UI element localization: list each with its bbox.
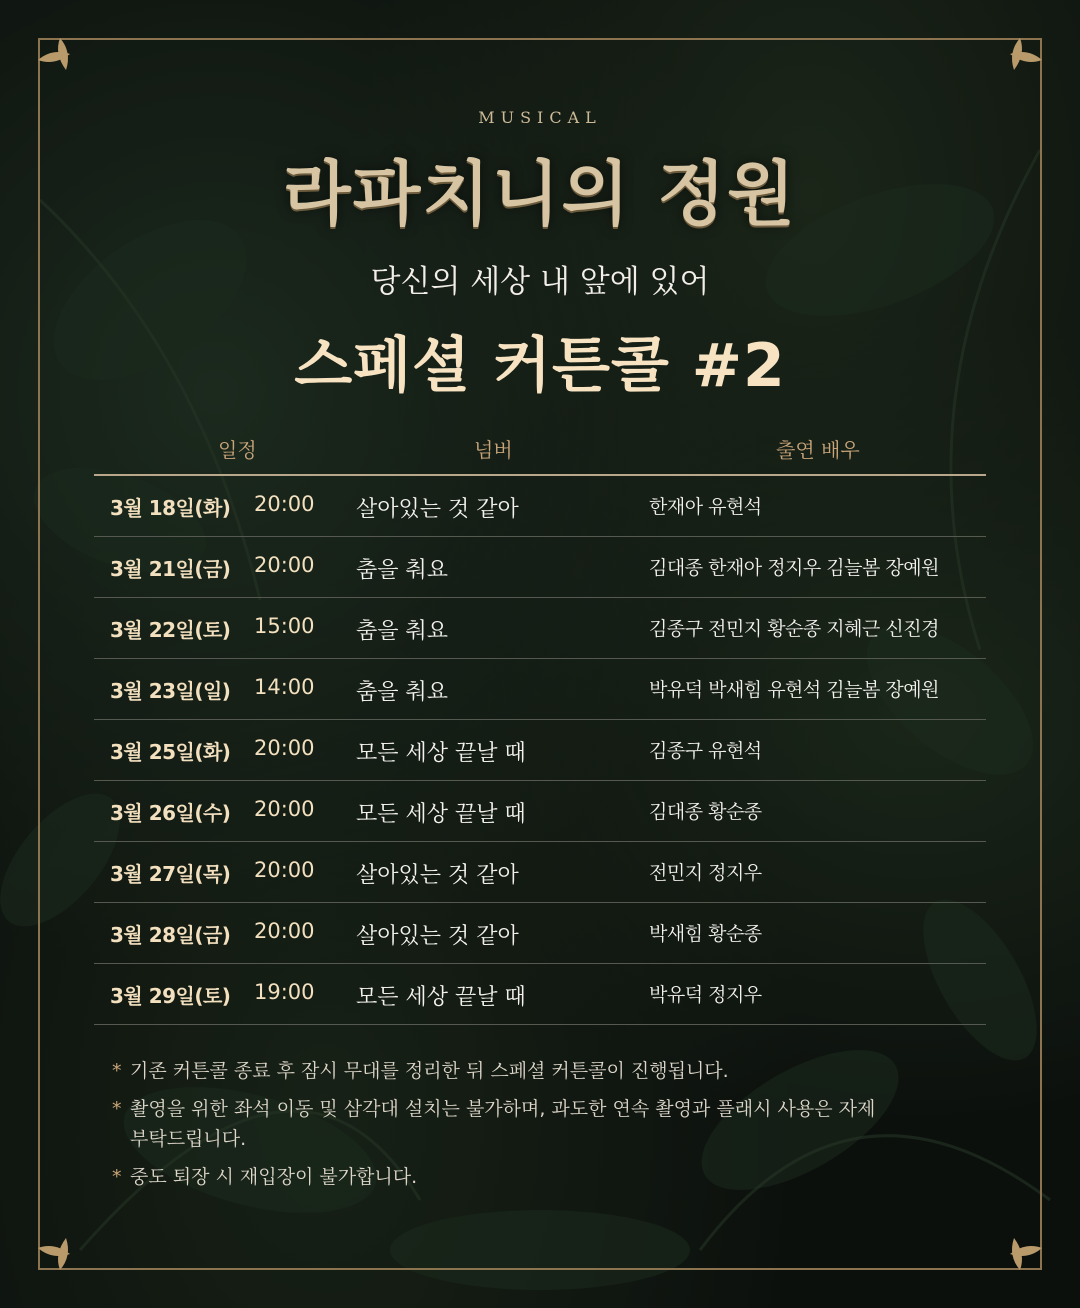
table-row <box>94 781 986 842</box>
kicker-musical: MUSICAL <box>478 108 602 127</box>
row-song: 살아있는 것 같아 <box>356 924 519 949</box>
row-date: 3월 25일(화) <box>110 740 231 764</box>
row-date: 3월 23일(일) <box>110 679 231 703</box>
row-date: 3월 21일(금) <box>110 557 231 581</box>
row-cast: 박유덕 박새힘 유현석 김늘봄 장예원 <box>649 679 939 701</box>
note-item <box>112 1162 912 1192</box>
column-header-song: 넘버 <box>474 438 513 462</box>
row-date: 3월 26일(수) <box>110 801 231 825</box>
schedule-table <box>94 476 986 1025</box>
asterisk-icon: * <box>112 1098 122 1120</box>
table-row <box>94 720 986 781</box>
show-title-logo: 라파치니의 정원 <box>283 152 797 235</box>
table-row <box>94 598 986 659</box>
row-date: 3월 29일(토) <box>110 984 231 1008</box>
row-song: 춤을 춰요 <box>356 680 449 705</box>
asterisk-icon: * <box>112 1060 122 1082</box>
row-time: 20:00 <box>254 492 315 516</box>
schedule-table-header <box>94 430 986 476</box>
row-song: 춤을 춰요 <box>356 619 449 644</box>
row-time: 14:00 <box>254 675 315 699</box>
row-cast: 김종구 유현석 <box>649 740 762 762</box>
leaf-ornament-icon <box>990 30 1050 90</box>
row-cast: 김종구 전민지 황순종 지혜근 신진경 <box>649 618 939 640</box>
row-cast: 김대종 한재아 정지우 김늘봄 장예원 <box>649 557 939 579</box>
row-song: 살아있는 것 같아 <box>356 497 519 522</box>
row-song: 모든 세상 끝날 때 <box>356 802 526 827</box>
note-item <box>112 1056 912 1086</box>
row-cast: 박유덕 정지우 <box>649 984 762 1006</box>
row-time: 20:00 <box>254 919 315 943</box>
note-text: 촬영을 위한 좌석 이동 및 삼각대 설치는 불가하며, 과도한 연속 촬영과 플래시 사용은 자제 부탁드립니다. <box>130 1098 876 1150</box>
table-row <box>94 842 986 903</box>
row-cast: 김대종 황순종 <box>649 801 762 823</box>
row-cast: 박새힘 황순종 <box>649 923 762 945</box>
note-item <box>112 1094 890 1154</box>
table-row <box>94 537 986 598</box>
row-song: 모든 세상 끝날 때 <box>356 741 526 766</box>
leaf-ornament-icon <box>30 30 90 90</box>
row-cast: 전민지 정지우 <box>649 862 762 884</box>
row-time: 20:00 <box>254 797 315 821</box>
row-time: 20:00 <box>254 553 315 577</box>
row-date: 3월 28일(금) <box>110 923 231 947</box>
notes-section <box>112 1056 912 1200</box>
asterisk-icon: * <box>112 1166 122 1188</box>
row-time: 20:00 <box>254 736 315 760</box>
table-row <box>94 659 986 720</box>
row-cast: 한재아 유현석 <box>649 496 762 518</box>
row-time: 15:00 <box>254 614 315 638</box>
row-song: 춤을 춰요 <box>356 558 449 583</box>
subtitle: 당신의 세상 내 앞에 있어 <box>370 264 710 300</box>
leaf-ornament-icon <box>990 1218 1050 1278</box>
row-time: 19:00 <box>254 980 315 1004</box>
table-row <box>94 476 986 537</box>
row-song: 살아있는 것 같아 <box>356 863 519 888</box>
row-date: 3월 18일(화) <box>110 496 231 520</box>
note-text: 중도 퇴장 시 재입장이 불가합니다. <box>130 1166 418 1188</box>
table-row <box>94 964 986 1025</box>
column-header-cast: 출연 배우 <box>776 438 860 462</box>
row-time: 20:00 <box>254 858 315 882</box>
row-song: 모든 세상 끝날 때 <box>356 985 526 1010</box>
column-header-date: 일정 <box>218 438 257 462</box>
table-row <box>94 903 986 964</box>
leaf-ornament-icon <box>30 1218 90 1278</box>
note-text: 기존 커튼콜 종료 후 잠시 무대를 정리한 뒤 스페셜 커튼콜이 진행됩니다. <box>130 1060 729 1082</box>
row-date: 3월 27일(목) <box>110 862 231 886</box>
event-title: 스페셜 커튼콜 #2 <box>294 331 786 401</box>
row-date: 3월 22일(토) <box>110 618 231 642</box>
